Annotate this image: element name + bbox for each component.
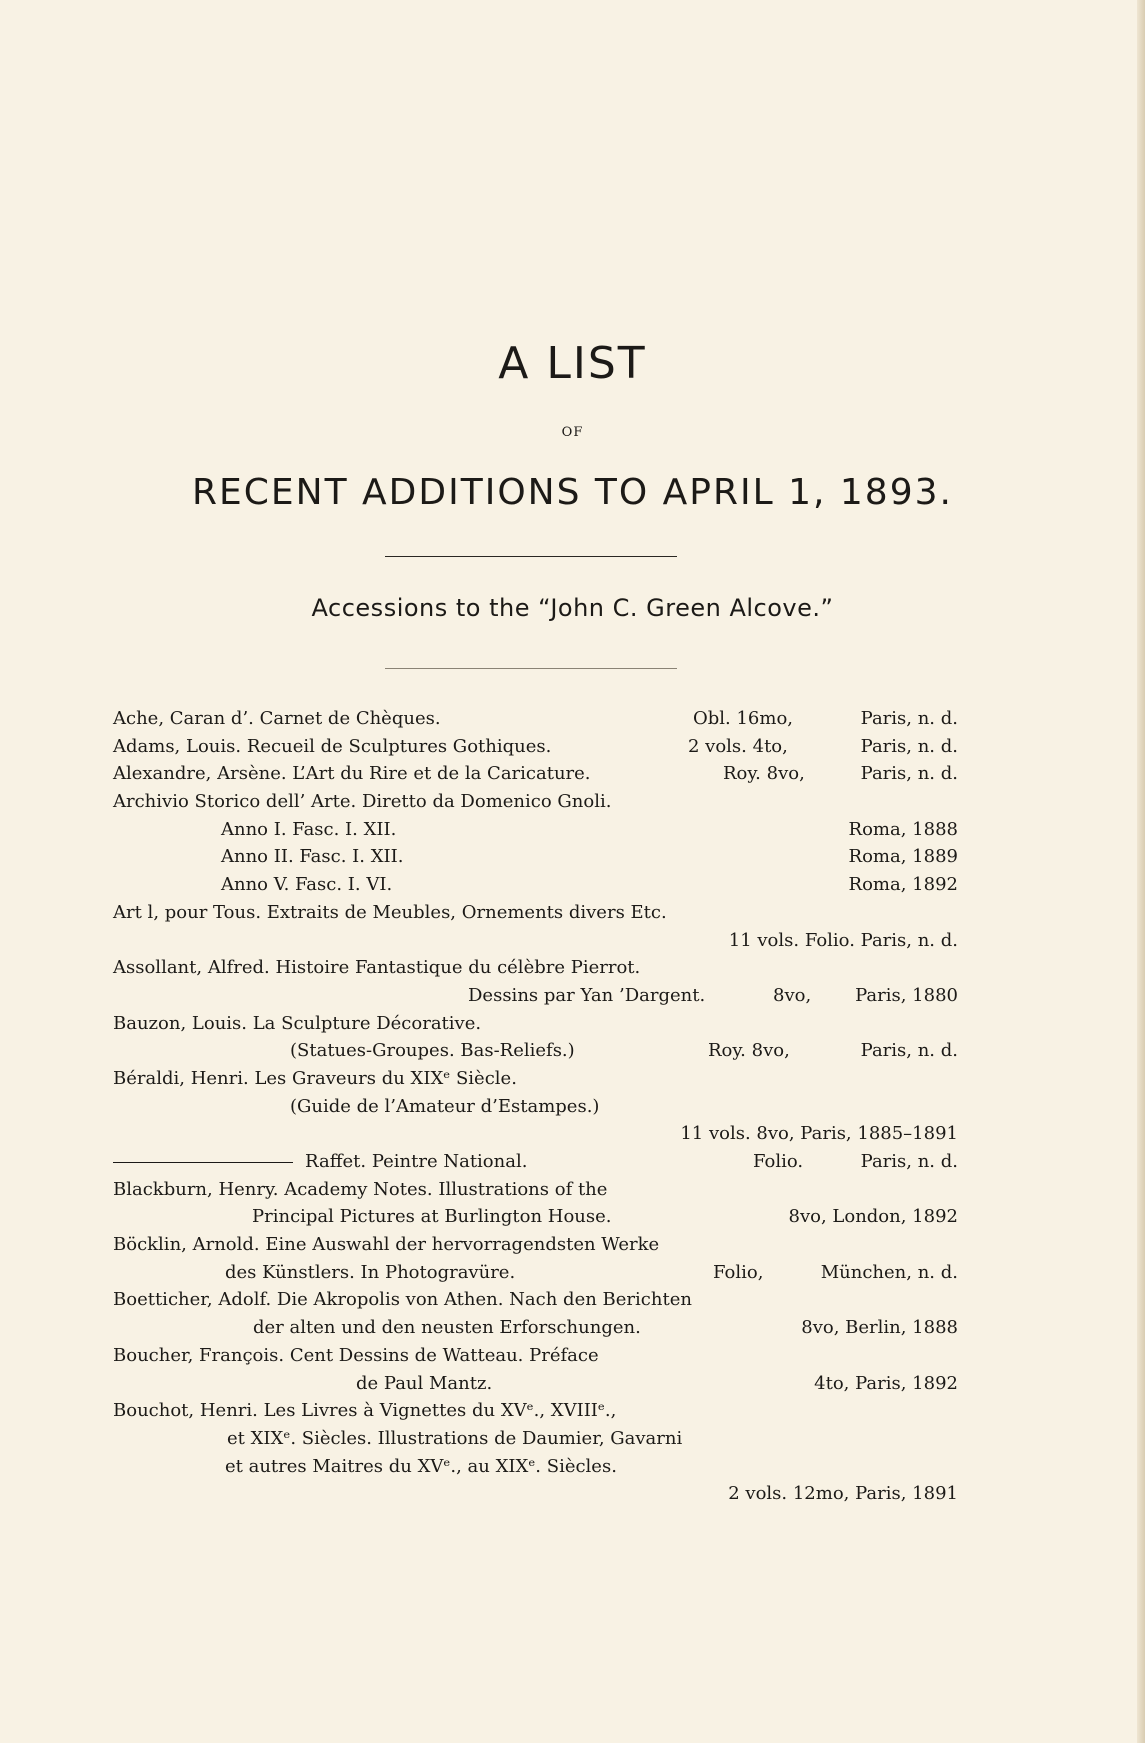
page-title: A LIST	[498, 338, 647, 389]
list-item: Art l, pour Tous. Extraits de Meubles, Ornements divers Etc.	[113, 901, 667, 923]
section-heading: Accessions to the “John C. Green Alcove.”	[311, 594, 834, 622]
list-item: Assollant, Alfred. Histoire Fantastique du célèbre Pierrot.	[113, 957, 641, 979]
list-item: de Paul Mantz. 4to, Paris, 1892	[356, 1372, 958, 1394]
title-divider	[385, 556, 677, 557]
list-item: des Künstlers. In Photogravüre. Folio, München, n. d.	[225, 1261, 958, 1283]
list-item: Blackburn, Henry. Academy Notes. Illustrations of the	[113, 1178, 608, 1200]
ditto-dash	[113, 1162, 293, 1163]
title-connector: OF	[561, 425, 584, 440]
list-item: Alexandre, Arsène. L’Art du Rire et de la Caricature. Roy. 8vo, Paris, n. d.	[113, 763, 958, 785]
list-item: (Statues-Groupes. Bas-Reliefs.) Roy. 8vo, Paris, n. d.	[290, 1040, 958, 1062]
accession-list	[113, 705, 958, 1508]
list-item: Anno I. Fasc. I. XII. Roma, 1888	[221, 818, 958, 840]
list-item: Raffet. Peintre National. Folio. Paris, n. d.	[113, 1148, 958, 1176]
list-item: et XIXᵉ. Siècles. Illustrations de Daumier, Gavarni	[227, 1427, 683, 1449]
list-item: 2 vols. 12mo, Paris, 1891	[728, 1483, 958, 1505]
list-item: Böcklin, Arnold. Eine Auswahl der hervorragendsten Werke	[113, 1234, 660, 1256]
list-item: Principal Pictures at Burlington House. 8vo, London, 1892	[252, 1206, 958, 1228]
list-item: 11 vols. Folio. Paris, n. d.	[728, 929, 958, 951]
list-item: Ache, Caran d’. Carnet de Chèques. Obl. 16mo, Paris, n. d.	[113, 708, 958, 729]
list-item: (Guide de l’Amateur d’Estampes.)	[290, 1095, 600, 1117]
list-item: Bauzon, Louis. La Sculpture Décorative.	[113, 1012, 482, 1034]
list-item: Boucher, François. Cent Dessins de Watteau. Préface	[113, 1344, 599, 1366]
list-item: et autres Maitres du XVᵉ., au XIXᵉ. Siècles.	[225, 1455, 617, 1477]
list-item: der alten und den neusten Erforschungen. 8vo, Berlin, 1888	[253, 1317, 958, 1339]
page-edge-shadow	[1137, 0, 1145, 1743]
section-divider	[385, 668, 677, 669]
list-item: Boetticher, Adolf. Die Akropolis von Athen. Nach den Berichten	[113, 1289, 692, 1311]
list-item: Béraldi, Henri. Les Graveurs du XIXᵉ Siècle.	[113, 1067, 517, 1089]
list-item: Anno V. Fasc. I. VI. Roma, 1892	[221, 874, 958, 896]
list-item: 11 vols. 8vo, Paris, 1885–1891	[680, 1123, 958, 1145]
list-item: Bouchot, Henri. Les Livres à Vignettes du XVᵉ., XVIIIᵉ.,	[113, 1400, 617, 1422]
list-item: Anno II. Fasc. I. XII. Roma, 1889	[221, 846, 958, 868]
list-item: Dessins par Yan ’Dargent. 8vo, Paris, 1880	[468, 984, 958, 1006]
page-subtitle: RECENT ADDITIONS TO APRIL 1, 1893.	[192, 472, 953, 513]
list-item: Adams, Louis. Recueil de Sculptures Gothiques. 2 vols. 4to, Paris, n. d.	[113, 735, 958, 757]
list-item: Archivio Storico dell’ Arte. Diretto da Domenico Gnoli.	[113, 791, 612, 813]
